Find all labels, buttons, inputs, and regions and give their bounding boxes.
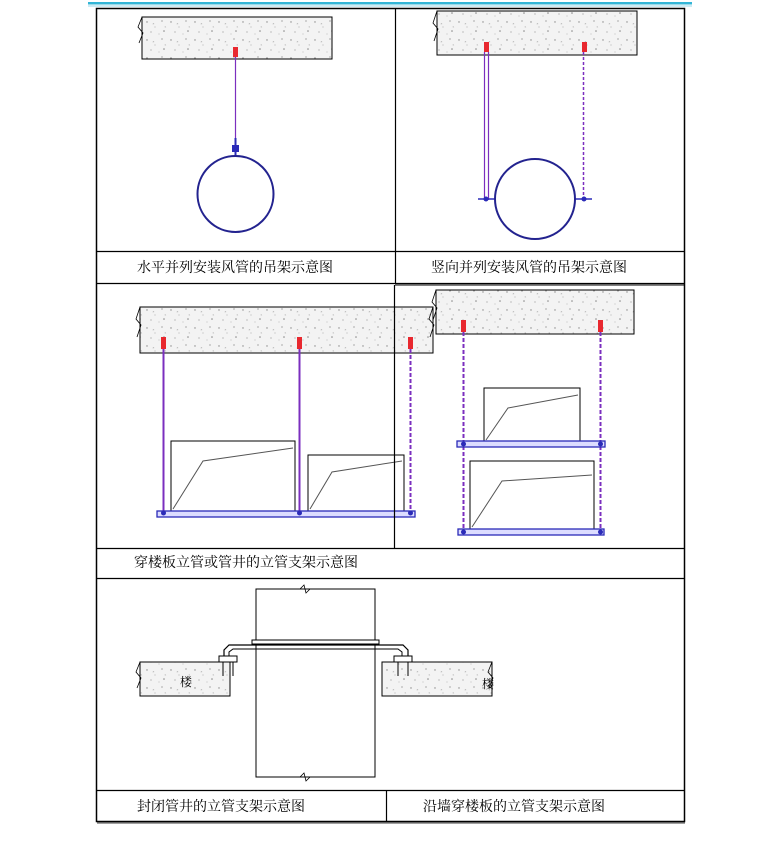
rectangular-duct — [470, 461, 594, 529]
anchor-bolt — [484, 42, 489, 52]
round-duct — [495, 159, 575, 239]
anchor-bolt — [582, 42, 587, 52]
channel-steel-beam — [157, 511, 415, 518]
panel-horizontal-hanger — [138, 17, 332, 232]
table-frame — [97, 8, 686, 823]
concrete-slab — [433, 11, 637, 55]
slab-label-left: 楼 — [180, 675, 193, 689]
channel-steel-beam — [458, 529, 604, 535]
rectangular-duct — [308, 455, 404, 511]
anchor-bolt — [461, 320, 466, 332]
header-rule — [88, 2, 692, 7]
rectangular-duct — [171, 441, 295, 511]
round-duct — [198, 156, 274, 232]
panel-riser-stacked — [432, 290, 634, 535]
panel-riser-support — [136, 307, 434, 517]
caption-wall-slab: 沿墙穿楼板的立管支架示意图 — [423, 799, 605, 815]
caption-riser-support: 穿楼板立管或管井的立管支架示意图 — [134, 555, 358, 571]
anchor-bolt — [161, 337, 166, 349]
anchor-bolt — [233, 47, 238, 57]
anchor-bolt — [598, 320, 603, 332]
panel-vertical-hanger — [433, 11, 637, 239]
vertical-duct — [256, 585, 375, 781]
anchor-bolt — [408, 337, 413, 349]
panel-closed-shaft — [136, 585, 495, 781]
slab-label-right: 楼 — [482, 677, 495, 691]
channel-steel-beam — [457, 441, 605, 447]
caption-closed-shaft: 封闭管井的立管支架示意图 — [137, 799, 305, 815]
floor-slab-right — [382, 662, 493, 696]
concrete-slab — [136, 307, 434, 353]
rectangular-duct — [484, 388, 580, 442]
anchor-bolt — [297, 337, 302, 349]
caption-horizontal-hanger: 水平并列安装风管的吊架示意图 — [137, 260, 333, 276]
caption-vertical-hanger: 竖向并列安装风管的吊架示意图 — [431, 260, 627, 276]
